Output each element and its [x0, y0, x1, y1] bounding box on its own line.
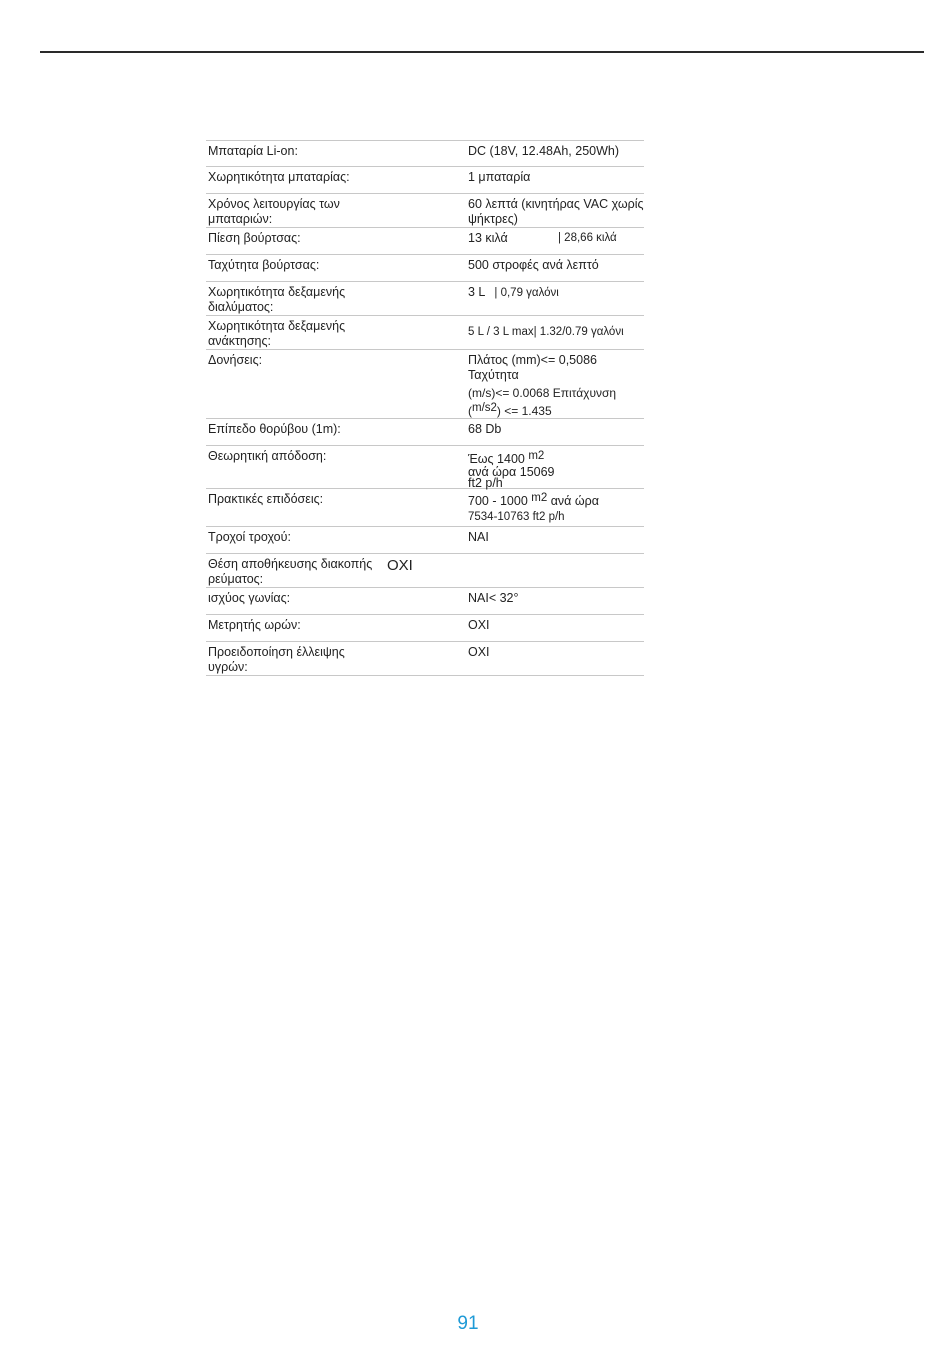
- spec-value: [468, 447, 646, 489]
- spec-value: [468, 353, 646, 419]
- spec-label: Πρακτικές επιδόσεις:: [208, 492, 324, 506]
- spec-value: ΝΑΙ< 32°: [468, 591, 519, 605]
- spec-row: [206, 588, 644, 615]
- spec-value: [468, 285, 646, 301]
- spec-label: Χωρητικότητα δεξαμενής διαλύματος:: [208, 285, 346, 314]
- spec-label: Πίεση βούρτσας:: [208, 231, 301, 245]
- theoretical-performance-rate: ανά ώρα 15069: [468, 465, 555, 479]
- practical-performance-area: [468, 491, 646, 509]
- square-meter-unit: m2: [528, 450, 545, 462]
- spec-value-imperial: | 28,66 κιλά: [558, 232, 617, 244]
- vibration-speed: (m/s)<= 0.0068 Επιτάχυνση: [468, 386, 617, 400]
- spec-value: ΟΧΙ: [468, 645, 490, 659]
- spec-label: Ταχύτητα βούρτσας:: [208, 258, 320, 272]
- vibration-acceleration-open: (: [468, 404, 472, 418]
- square-meter-unit: m2: [531, 492, 548, 504]
- spec-row: [206, 446, 644, 489]
- spec-value: ΝΑΙ: [468, 530, 489, 544]
- spec-row: [206, 615, 644, 642]
- spec-value: ΟΧΙ: [387, 557, 413, 574]
- spec-value-metric: 3 L: [468, 285, 485, 299]
- spec-label: Θέση αποθήκευσης διακοπής ρεύματος:: [208, 557, 373, 586]
- spec-value: DC (18V, 12.48Ah, 250Wh): [468, 144, 620, 158]
- spec-value: 500 στροφές ανά λεπτό: [468, 258, 599, 272]
- vibration-acceleration: [468, 401, 646, 419]
- vibration-amplitude: Πλάτος (mm)<= 0,5086: [468, 353, 597, 367]
- spec-value: [468, 231, 646, 246]
- vibration-acceleration-value: ) <= 1.435: [496, 404, 552, 418]
- spec-row: [206, 316, 644, 350]
- spec-label: Χρόνος λειτουργίας των μπαταριών:: [208, 197, 340, 226]
- spec-label: ισχύος γωνίας:: [208, 591, 291, 605]
- spec-row: [206, 255, 644, 282]
- practical-performance-range: 700 - 1000: [468, 494, 532, 508]
- vibration-acceleration-unit: m/s2: [472, 402, 497, 414]
- spec-value-metric: 13 κιλά: [468, 231, 508, 245]
- spec-label: Χωρητικότητα μπαταρίας:: [208, 170, 350, 184]
- spec-row: [206, 228, 644, 255]
- spec-value-imperial: | 0,79 γαλόνι: [494, 287, 559, 299]
- spec-value: 68 Db: [468, 422, 502, 436]
- spec-label: Μετρητής ωρών:: [208, 618, 301, 632]
- spec-row: [206, 419, 644, 446]
- practical-performance-imperial: 7534-10763 ft2 p/h: [468, 511, 565, 523]
- spec-row: [206, 350, 644, 419]
- spec-value: 1 μπαταρία: [468, 170, 531, 184]
- practical-performance-suffix: ανά ώρα: [547, 494, 599, 508]
- spec-label: Μπαταρία Li-on:: [208, 144, 298, 158]
- spec-label: Θεωρητική απόδοση:: [208, 449, 327, 463]
- spec-value: 60 λεπτά (κινητήρας VAC χωρίς ψήκτρες): [468, 197, 644, 226]
- theoretical-performance-unit: ft2 p/h: [468, 476, 503, 490]
- spec-row: [206, 141, 644, 167]
- spec-row: [206, 167, 644, 194]
- spec-row: [206, 489, 644, 527]
- spec-label: Επίπεδο θορύβου (1m):: [208, 422, 341, 436]
- spec-label: Δονήσεις:: [208, 353, 263, 367]
- spec-value: 5 L / 3 L max| 1.32/0.79 γαλόνι: [468, 326, 624, 338]
- spec-row: [206, 194, 644, 228]
- spec-label: Τροχοί τροχού:: [208, 530, 291, 544]
- spec-value: ΟΧΙ: [468, 618, 490, 632]
- spec-row: [206, 527, 644, 554]
- theoretical-performance-area: [468, 447, 646, 465]
- vibration-speed-label: Ταχύτητα: [468, 368, 519, 382]
- theoretical-performance-prefix: Έως 1400: [468, 452, 529, 466]
- spec-row: [206, 554, 644, 588]
- spec-table: [206, 140, 644, 676]
- header-rule: [40, 51, 924, 53]
- spec-row: [206, 282, 644, 316]
- spec-row: [206, 642, 644, 676]
- spec-label: Χωρητικότητα δεξαμενής ανάκτησης:: [208, 319, 346, 348]
- page-number: 91: [457, 1313, 479, 1334]
- spec-value: [468, 491, 646, 525]
- spec-label: Προειδοποίηση έλλειψης υγρών:: [208, 645, 345, 674]
